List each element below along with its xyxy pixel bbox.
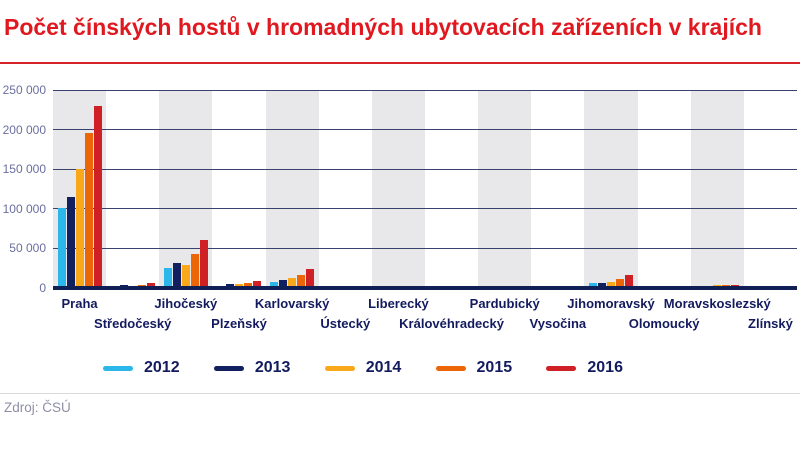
legend bbox=[103, 356, 623, 380]
x-category-label: Ústecký bbox=[320, 316, 371, 331]
legend-swatch-2013 bbox=[214, 366, 244, 371]
chart-area bbox=[0, 83, 800, 295]
gridline bbox=[53, 169, 797, 170]
legend-item-2014 bbox=[325, 359, 402, 377]
x-axis-labels bbox=[53, 294, 797, 336]
legend-label-2014: 2014 bbox=[365, 359, 402, 376]
bar-2013-Praha bbox=[67, 197, 75, 288]
chart-title: Počet čínských hostů v hromadných ubytovacích zařízeních v krajích bbox=[4, 14, 762, 40]
source-note: Zdroj: ČSÚ bbox=[4, 400, 71, 415]
bar-2015-Jihočeský bbox=[191, 254, 199, 288]
gridline bbox=[53, 90, 797, 91]
x-category-label: Plzeňský bbox=[211, 316, 267, 331]
x-category-label: Jihomoravský bbox=[567, 296, 655, 311]
legend-item-2015 bbox=[436, 359, 513, 377]
plot-band bbox=[372, 90, 425, 288]
bar-2012-Praha bbox=[58, 208, 66, 288]
x-category-label: Praha bbox=[61, 296, 98, 311]
y-tick-label: 250 000 bbox=[2, 83, 46, 97]
gridline bbox=[53, 129, 797, 130]
bar-2016-Jihočeský bbox=[200, 240, 208, 288]
legend-label-2016: 2016 bbox=[587, 359, 623, 376]
bar-2014-Praha bbox=[76, 169, 84, 288]
legend-swatch-2015 bbox=[436, 366, 466, 371]
footer-divider bbox=[0, 393, 800, 394]
x-category-label: Moravskoslezský bbox=[663, 296, 771, 311]
x-category-label: Jihočeský bbox=[154, 296, 218, 311]
legend-swatch-2016 bbox=[546, 366, 576, 371]
x-category-label: Královéhradecký bbox=[399, 316, 504, 331]
y-tick-label: 150 000 bbox=[2, 162, 46, 177]
plot-band bbox=[691, 90, 744, 288]
x-category-label: Olomoucký bbox=[628, 316, 700, 331]
bar-2014-Jihočeský bbox=[182, 265, 190, 288]
gridline bbox=[53, 248, 797, 249]
legend-label-2015: 2015 bbox=[476, 359, 513, 376]
legend-swatch-2012 bbox=[103, 366, 133, 371]
legend-item-2016 bbox=[546, 359, 623, 377]
x-category-label: Zlínský bbox=[748, 316, 793, 331]
x-category-label: Karlovarský bbox=[254, 296, 330, 311]
gridline bbox=[53, 208, 797, 209]
legend-item-2013 bbox=[214, 359, 291, 377]
title-divider bbox=[0, 62, 800, 64]
plot-band bbox=[584, 90, 637, 288]
y-tick-label: 100 000 bbox=[2, 201, 46, 216]
legend-swatch-2014 bbox=[325, 366, 355, 371]
bar-2015-Praha bbox=[85, 133, 93, 288]
plot-area bbox=[53, 90, 797, 288]
y-tick-label: 200 000 bbox=[2, 122, 46, 137]
legend-item-2012 bbox=[103, 359, 180, 377]
x-category-label: Pardubický bbox=[469, 296, 540, 311]
y-tick-label: 50 000 bbox=[9, 241, 46, 256]
plot-band bbox=[478, 90, 531, 288]
x-category-label: Liberecký bbox=[368, 296, 429, 311]
plot-band bbox=[266, 90, 319, 288]
legend-label-2013: 2013 bbox=[254, 359, 291, 376]
x-category-label: Středočeský bbox=[94, 316, 172, 331]
legend-label-2012: 2012 bbox=[144, 359, 180, 376]
bar-2013-Jihočeský bbox=[173, 263, 181, 288]
bar-2016-Praha bbox=[94, 106, 102, 288]
y-tick-label: 0 bbox=[39, 281, 46, 295]
x-axis-line bbox=[53, 286, 797, 290]
x-category-label: Vysočina bbox=[529, 316, 587, 331]
